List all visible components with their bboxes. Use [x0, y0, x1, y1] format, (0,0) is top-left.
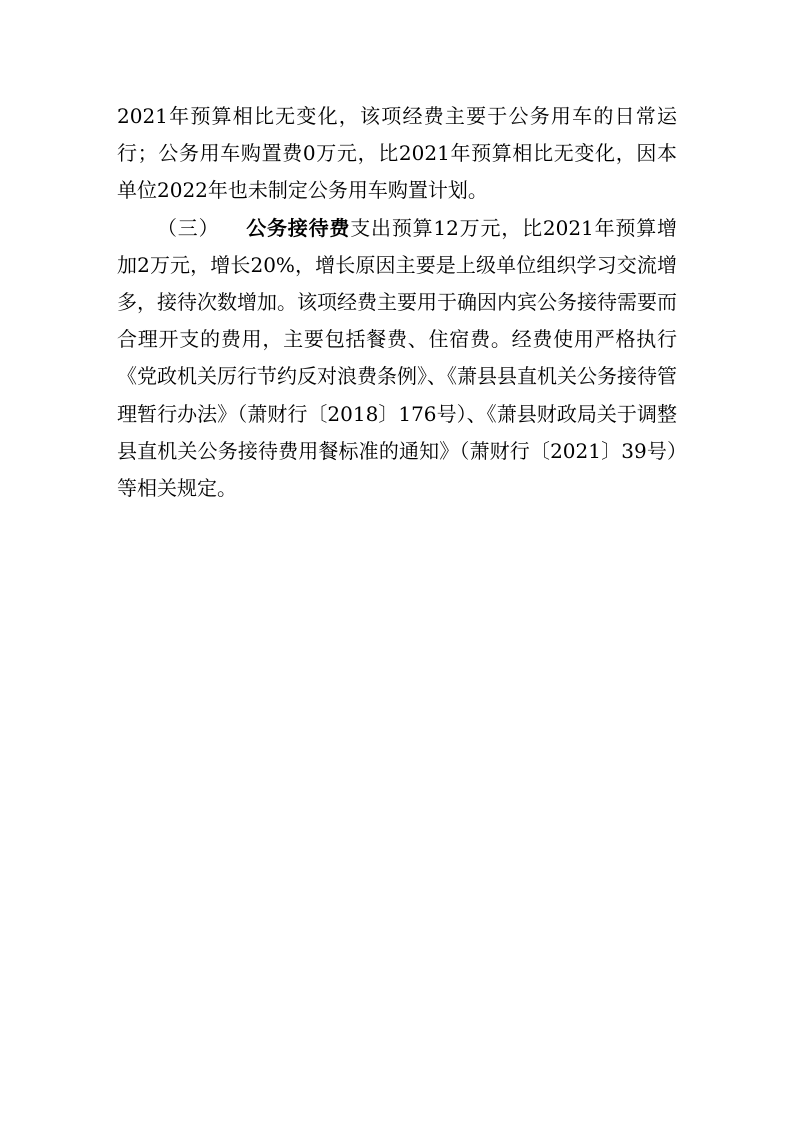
section-heading: 公务接待费	[245, 215, 351, 240]
paragraph-text: 2021年预算相比无变化，该项经费主要于公务用车的日常运行；公务用车购置费0万元，比2021年预算相比无变化，因本单位2022年也未制定公务用车购置计划。	[117, 104, 677, 203]
document-body	[117, 98, 677, 507]
section-number: （三）	[157, 215, 220, 240]
paragraph-vehicle-expense	[117, 98, 677, 210]
paragraph-text: 支出预算12万元，比2021年预算增加2万元，增长20%，增长原因主要是上级单位组织学习交流增多，接待次数增加。该项经费主要用于确因内宾公务接待需要而合理开支的费用，主要包括餐费、住宿费。经费使用严格执行《党政机关厉行节约反对浪费条例》、《萧县县直机关公务接待管理暂行办法》（萧财行〔2018〕176号）、《萧县财政局关于调整县直机关公务接待费用餐标准的通知》（萧财行〔2021〕39号）等相关规定。	[117, 215, 677, 501]
paragraph-reception-expense	[117, 210, 677, 508]
